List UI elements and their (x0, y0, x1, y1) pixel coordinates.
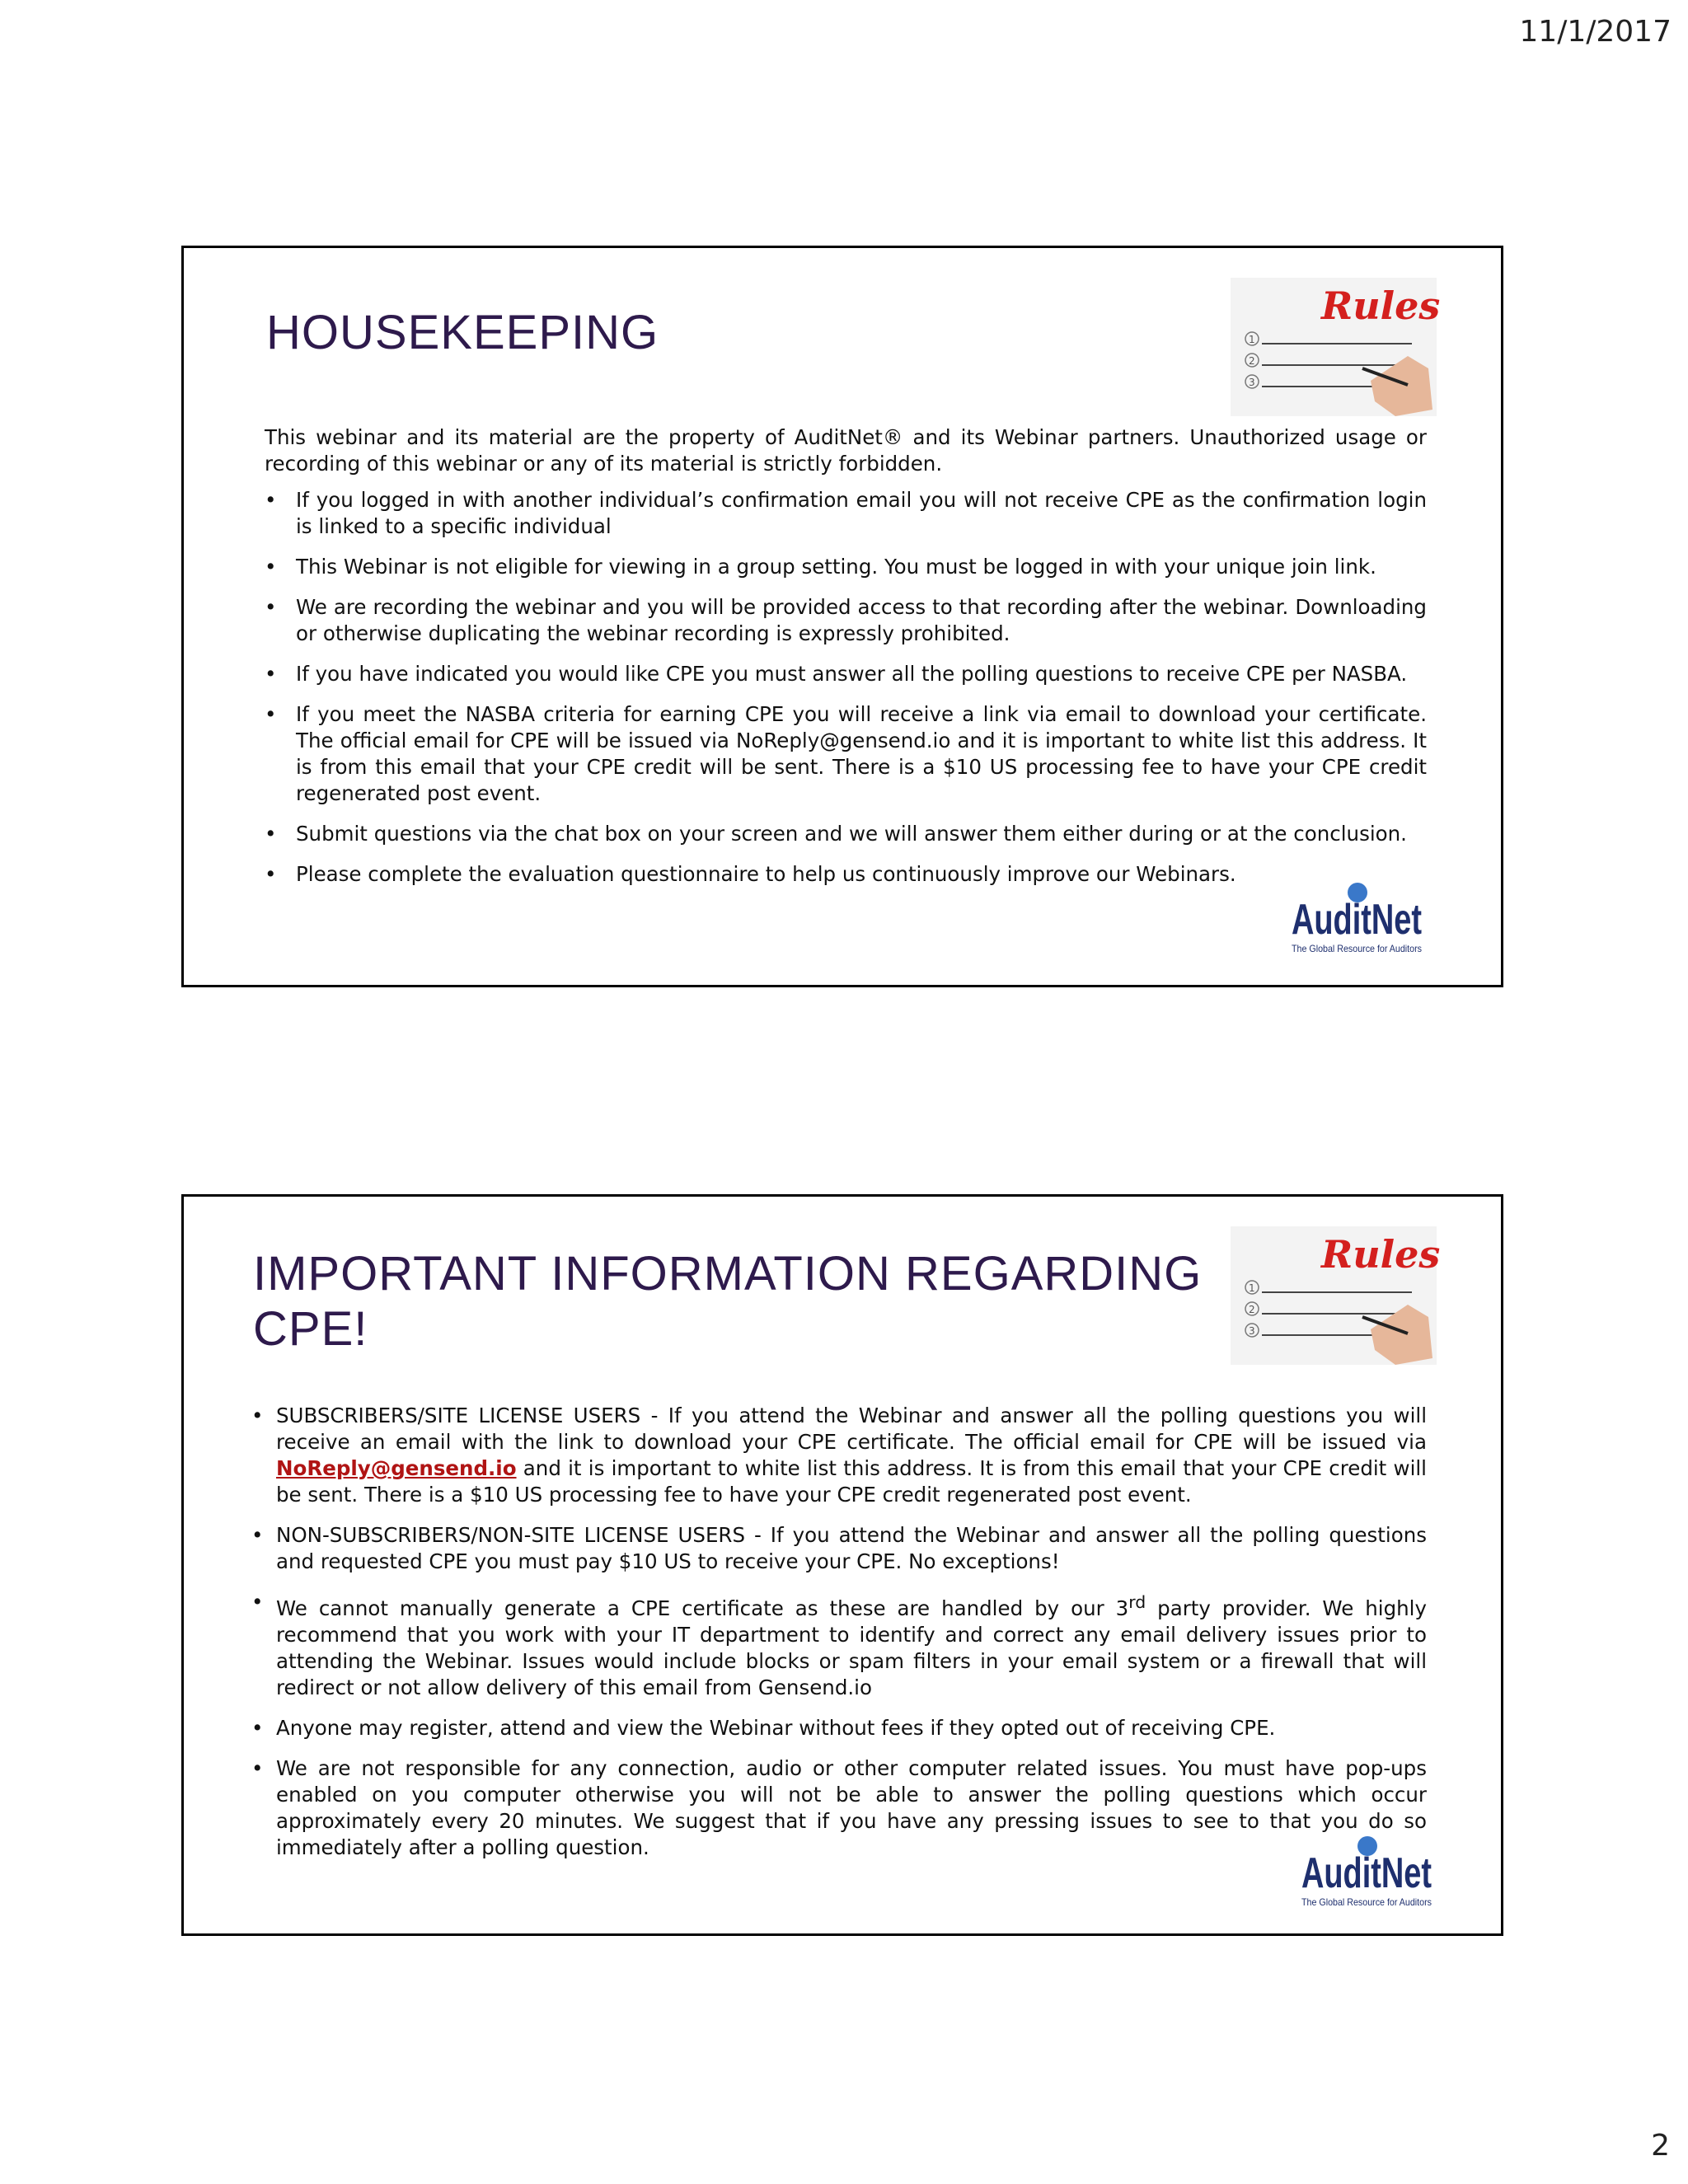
svg-text:AuditNet: AuditNet (1292, 896, 1422, 944)
list-item: • Submit questions via the chat box on your screen and we will answer them either during or at the conclusion. (265, 822, 1407, 846)
slide-title: IMPORTANT INFORMATION REGARDING CPE! (253, 1247, 1203, 1357)
bullet-list (251, 1403, 1427, 1861)
svg-text:2: 2 (1249, 355, 1255, 367)
slide-title: HOUSEKEEPING (266, 306, 659, 359)
page-date: 11/1/2017 (1519, 15, 1672, 49)
list-item: • Please complete the evaluation questionnaire to help us continuously improve our Webinars. (265, 862, 1236, 886)
intro-paragraph: This webinar and its material are the property of AuditNet® and its Webinar partners. Unauthorized usage or recording of this webinar or any of its material is strictly forbidden. (265, 425, 1427, 476)
rules-word: Rules (1321, 284, 1441, 328)
rules-word: Rules (1321, 1232, 1441, 1277)
list-item: • SUBSCRIBERS/SITE LICENSE USERS - If you attend the Webinar and answer all the polling questions you will receive an email with the link to download your CPE certificate. The official email for CPE will be issued via NoReply@gensend.io and it is important to white list this address. It is from this email that your CPE credit will be sent. There is a $10 US processing fee to have your CPE credit regenerated post event. (251, 1404, 1427, 1507)
svg-text:2: 2 (1249, 1304, 1255, 1315)
rules-image (1231, 278, 1441, 416)
auditnet-logo (1287, 879, 1427, 962)
list-item: • If you logged in with another individual’s confirmation email you will not receive CPE as the confirmation login is linked to a specific individual (265, 488, 1427, 538)
slide-cpe-information (181, 1194, 1503, 1936)
list-item: • This Webinar is not eligible for viewing in a group setting. You must be logged in with your unique join link. (265, 555, 1376, 579)
slide-body (251, 1403, 1427, 1875)
list-item: • If you have indicated you would like CPE you must answer all the polling questions to receive CPE per NASBA. (265, 662, 1408, 686)
slide-housekeeping (181, 246, 1503, 987)
list-item: • If you meet the NASBA criteria for earning CPE you will receive a link via email to download your certificate. The official email for CPE will be issued via NoReply@gensend.io and it is important to white list this address. It is from this email that your CPE credit will be sent. There is a $10 US processing fee to have your CPE credit regenerated post event. (265, 702, 1427, 805)
bullet-list (265, 487, 1427, 888)
svg-text:1: 1 (1249, 334, 1255, 345)
svg-text:3: 3 (1249, 1325, 1255, 1337)
svg-text:1: 1 (1249, 1282, 1255, 1294)
slide-body (265, 424, 1427, 902)
list-item: • We cannot manually generate a CPE certificate as these are handled by our 3rd party provider. We highly recommend that you work with your IT department to identify and correct any email delivery issues prior to attending the Webinar. Issues would include blocks or spam filters in your email system or a firewall that will redirect or not allow delivery of this email from Gensend.io (251, 1590, 1427, 1700)
svg-text:The Global Resource for Audito: The Global Resource for Auditors (1292, 943, 1422, 954)
page-number: 2 (1651, 2129, 1670, 2163)
list-item: • We are not responsible for any connection, audio or other computer related issues. You must have pop-ups enabled on you computer otherwise you will not be able to answer the polling questions which occur approximately every 20 minutes. We suggest that if you have any pressing issues to see to that you do so immediately after a polling question. (251, 1756, 1427, 1860)
list-item: • We are recording the webinar and you will be provided access to that recording after the webinar. Downloading or otherwise duplicating the webinar recording is expressly prohibited. (265, 595, 1427, 645)
list-item: • NON-SUBSCRIBERS/NON-SITE LICENSE USERS - If you attend the Webinar and answer all the polling questions and requested CPE you must pay $10 US to receive your CPE. No exceptions! (251, 1523, 1427, 1573)
svg-text:AuditNet: AuditNet (1301, 1849, 1432, 1897)
email-link[interactable]: NoReply@gensend.io (276, 1456, 517, 1480)
auditnet-logo (1296, 1833, 1437, 1915)
svg-text:The Global Resource for Audito: The Global Resource for Auditors (1301, 1896, 1432, 1908)
list-item: • Anyone may register, attend and view the Webinar without fees if they opted out of receiving CPE. (251, 1716, 1276, 1741)
rules-image (1231, 1226, 1441, 1365)
svg-text:3: 3 (1249, 377, 1255, 388)
